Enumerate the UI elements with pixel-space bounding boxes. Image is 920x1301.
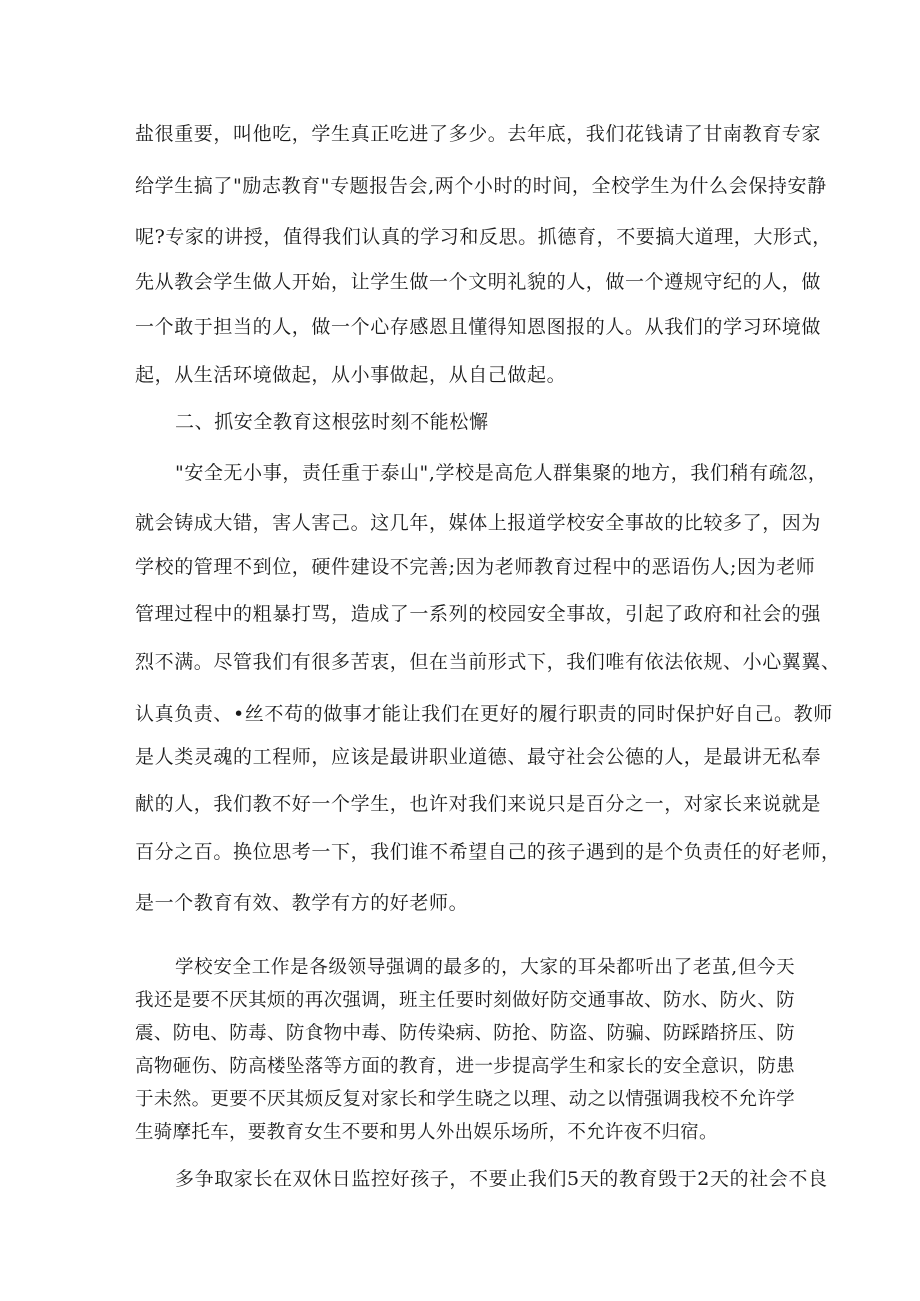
paragraph-line: 一个敢于担当的人，做一个心存感恩且懂得知恩图报的人。从我们的学习环境做	[135, 316, 822, 338]
paragraph-line: 呢?专家的讲授，值得我们认真的学习和反思。抓德育，不要搞大道理，大形式，	[135, 226, 832, 248]
paragraph-line: 先从教会学生做人开始，让学生做一个文明礼貌的人，做一个遵规守纪的人，做	[135, 271, 822, 293]
paragraph-line: 管理过程中的粗暴打骂，造成了一系列的校园安全事故，引起了政府和社会的强	[135, 603, 822, 625]
paragraph-line: 于未然。更要不厌其烦反复对家长和学生晓之以理、动之以情强调我校不允许学	[135, 1089, 795, 1110]
paragraph-line: "安全无小事，责任重于泰山",学校是高危人群集聚的地方，我们稍有疏忽，	[175, 462, 828, 484]
paragraph-line: 生骑摩托车，要教育女生不要和男人外出娱乐场所，不允许夜不归宿。	[135, 1122, 718, 1143]
paragraph-line: 是一个教育有效、教学有方的好老师。	[135, 892, 469, 914]
section-heading: 二、抓安全教育这根弦时刻不能松懈	[175, 411, 489, 433]
paragraph-line: 高物砸伤、防高楼坠落等方面的教育，进一步提高学生和家长的安全意识，防患	[135, 1056, 795, 1077]
paragraph-line: 是人类灵魂的工程师，应该是最讲职业道德、最守社会公德的人，是最讲无私奉	[135, 746, 822, 768]
paragraph-line: 烈不满。尽管我们有很多苦衷，但在当前形式下，我们唯有依法依规、小心翼翼、	[135, 651, 841, 673]
paragraph-line: 学校安全工作是各级领导强调的最多的，大家的耳朵都听出了老茧,但今天	[175, 957, 795, 978]
paragraph-line: 给学生搞了"励志教育"专题报告会,两个小时的时间，全校学生为什么会保持安静	[135, 175, 827, 197]
paragraph-line: 就会铸成大错，害人害己。这几年，媒体上报道学校安全事故的比较多了，因为	[135, 512, 822, 534]
paragraph-line: 献的人，我们教不好一个学生，也许对我们来说只是百分之一，对家长来说就是	[135, 793, 822, 815]
paragraph-line: 百分之百。换位思考一下，我们谁不希望自己的孩子遇到的是个负责任的好老师，	[135, 841, 841, 863]
paragraph-line: 震、防电、防毒、防食物中毒、防传染病、防抢、防盗、防骗、防踩踏挤压、防	[135, 1023, 795, 1044]
paragraph-line: 学校的管理不到位，硬件建设不完善;因为老师教育过程中的恶语伤人;因为老师	[135, 556, 816, 578]
paragraph-line: 起，从生活环境做起，从小事做起，从自己做起。	[135, 364, 567, 386]
paragraph-line: 我还是要不厌其烦的再次强调，班主任要时刻做好防交通事故、防水、防火、防	[135, 990, 795, 1011]
paragraph-line: 盐很重要，叫他吃，学生真正吃进了多少。去年底，我们花钱请了甘南教育专家	[135, 123, 822, 145]
paragraph-line: 认真负责、•丝不苟的做事才能让我们在更好的履行职责的同时保护好自己。教师	[135, 703, 833, 725]
paragraph-line: 多争取家长在双休日监控好孩子，不要止我们5天的教育毁于2天的社会不良	[175, 1168, 828, 1190]
